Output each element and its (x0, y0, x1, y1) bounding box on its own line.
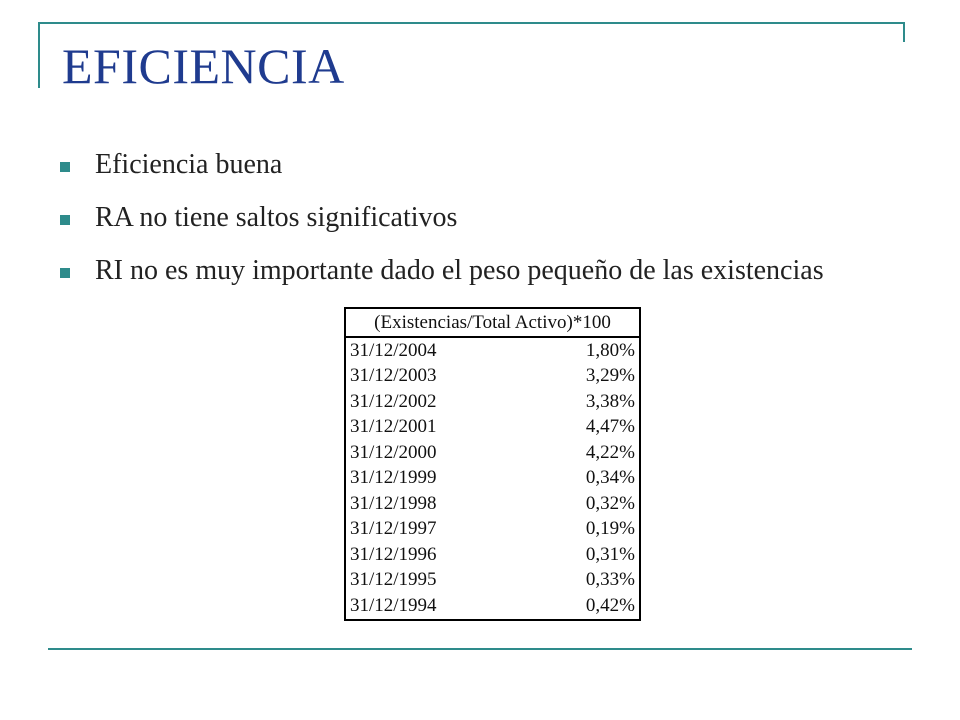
table-row (345, 389, 640, 415)
row-date: 31/12/1994 (350, 594, 437, 616)
bullet-text: RI no es muy importante dado el peso pequeño de las existencias (95, 255, 824, 286)
table-row (345, 542, 640, 568)
row-value: 0,32% (585, 492, 635, 514)
row-date: 31/12/2004 (350, 339, 437, 361)
table-row (345, 491, 640, 517)
bullet-item (60, 201, 860, 234)
table-header: (Existencias/Total Activo)*100 (345, 308, 640, 337)
table-row (345, 415, 640, 441)
row-value: 0,34% (585, 467, 635, 489)
row-value: 0,19% (585, 518, 635, 540)
bullet-text: RA no tiene saltos significativos (95, 202, 458, 233)
row-value: 0,31% (585, 543, 635, 565)
table-header-row (345, 308, 640, 337)
frame-right-line (903, 22, 905, 42)
row-date: 31/12/2002 (350, 390, 437, 412)
row-date: 31/12/2001 (350, 416, 437, 438)
row-value: 3,29% (585, 365, 635, 387)
square-bullet-icon (60, 162, 70, 172)
table-row (345, 568, 640, 594)
table-row (345, 337, 640, 364)
row-date: 31/12/2003 (350, 365, 437, 387)
table-row (345, 517, 640, 543)
frame-top-line (38, 22, 904, 24)
row-value: 4,47% (585, 416, 635, 438)
bullet-item (60, 148, 860, 181)
row-date: 31/12/1998 (350, 492, 437, 514)
frame-bottom-line (48, 648, 912, 650)
bullet-text: Eficiencia buena (95, 149, 283, 180)
table-row (345, 440, 640, 466)
row-value: 0,33% (585, 569, 635, 591)
row-date: 31/12/2000 (350, 441, 437, 463)
inventory-ratio-table (344, 307, 641, 621)
square-bullet-icon (60, 268, 70, 278)
table-row (345, 593, 640, 620)
square-bullet-icon (60, 215, 70, 225)
table-row (345, 364, 640, 390)
bullet-item (60, 254, 860, 287)
row-date: 31/12/1996 (350, 543, 437, 565)
row-date: 31/12/1999 (350, 467, 437, 489)
table-row (345, 466, 640, 492)
row-date: 31/12/1997 (350, 518, 437, 540)
row-value: 0,42% (585, 594, 635, 616)
row-value: 1,80% (585, 339, 635, 361)
bullet-list (60, 148, 860, 307)
frame-left-line (38, 22, 40, 88)
row-value: 4,22% (585, 441, 635, 463)
row-date: 31/12/1995 (350, 569, 437, 591)
row-value: 3,38% (585, 390, 635, 412)
slide-title: EFICIENCIA (62, 38, 345, 94)
